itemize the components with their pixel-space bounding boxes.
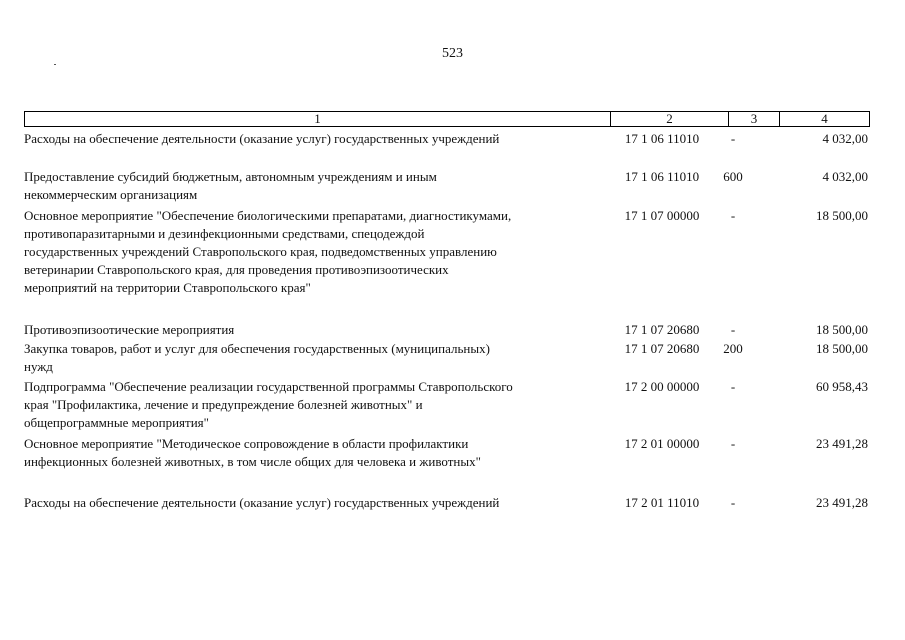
row-name-line: Закупка товаров, работ и услуг для обеспечения государственных (муниципальных) xyxy=(24,341,490,356)
row-name-line: края "Профилактика, лечение и предупреждение болезней животных" и xyxy=(24,397,423,412)
scan-speck xyxy=(54,64,56,65)
row-type: - xyxy=(730,322,736,337)
row-sum: 4 032,00 xyxy=(822,169,868,184)
header-col-4: 4 xyxy=(821,111,828,126)
row-code: 17 1 07 20680 xyxy=(624,322,700,337)
row-name-line: Предоставление субсидий бюджетным, автономным учреждениям и иным xyxy=(24,169,437,184)
table-header-row xyxy=(24,111,870,127)
row-type: - xyxy=(730,495,736,510)
header-col-3: 3 xyxy=(750,111,758,126)
header-col-1: 1 xyxy=(314,111,321,126)
row-name-line: общепрограммные мероприятия" xyxy=(24,415,209,430)
row-name-line: Подпрограмма "Обеспечение реализации государственной программы Ставропольского xyxy=(24,379,513,394)
row-code: 17 1 07 20680 xyxy=(624,341,700,356)
row-sum: 23 491,28 xyxy=(816,495,868,510)
row-code: 17 2 01 11010 xyxy=(624,495,700,510)
row-type: - xyxy=(730,131,736,146)
row-type: - xyxy=(730,436,736,451)
row-sum: 18 500,00 xyxy=(816,322,868,337)
row-type: 200 xyxy=(723,341,743,356)
row-code: 17 1 06 11010 xyxy=(624,131,700,146)
row-sum: 4 032,00 xyxy=(822,131,868,146)
row-name xyxy=(24,321,609,339)
row-name-line: нужд xyxy=(24,359,53,374)
row-type: - xyxy=(730,208,736,223)
row-name-line: мероприятий на территории Ставропольского края" xyxy=(24,280,311,295)
row-name-line: Основное мероприятие "Обеспечение биологическими препаратами, диагностикумами, xyxy=(24,208,512,223)
row-name xyxy=(24,494,609,512)
row-name xyxy=(24,378,609,432)
row-name xyxy=(24,435,609,471)
row-name-line: Расходы на обеспечение деятельности (оказание услуг) государственных учреждений xyxy=(24,131,500,146)
row-type: - xyxy=(730,379,736,394)
row-name-line: некоммерческим организациям xyxy=(24,187,198,202)
row-sum: 18 500,00 xyxy=(816,341,868,356)
row-code: 17 1 06 11010 xyxy=(624,169,700,184)
row-name-line: ветеринарии Ставропольского края, для проведения противоэпизоотических xyxy=(24,262,449,277)
row-name xyxy=(24,207,609,297)
row-sum: 60 958,43 xyxy=(816,379,868,394)
row-type: 600 xyxy=(723,169,743,184)
row-sum: 23 491,28 xyxy=(816,436,868,451)
row-name-line: Основное мероприятие "Методическое сопровождение в области профилактики xyxy=(24,436,469,451)
row-name-line: Расходы на обеспечение деятельности (оказание услуг) государственных учреждений xyxy=(24,495,500,510)
row-name-line: противопаразитарными и дезинфекционными средствами, спецодеждой xyxy=(24,226,425,241)
page-number: 523 xyxy=(442,46,463,61)
row-name-line: государственных учреждений Ставропольского края, подведомственных управлению xyxy=(24,244,497,259)
row-sum: 18 500,00 xyxy=(816,208,868,223)
row-name xyxy=(24,168,609,204)
row-code: 17 2 00 00000 xyxy=(624,379,700,394)
row-name-line: инфекционных болезней животных, в том числе общих для человека и животных" xyxy=(24,454,481,469)
row-code: 17 2 01 00000 xyxy=(624,436,700,451)
row-code: 17 1 07 00000 xyxy=(624,208,700,223)
row-name xyxy=(24,340,609,376)
row-name-line: Противоэпизоотические мероприятия xyxy=(24,322,235,337)
row-name xyxy=(24,130,609,148)
header-col-2: 2 xyxy=(666,111,673,126)
